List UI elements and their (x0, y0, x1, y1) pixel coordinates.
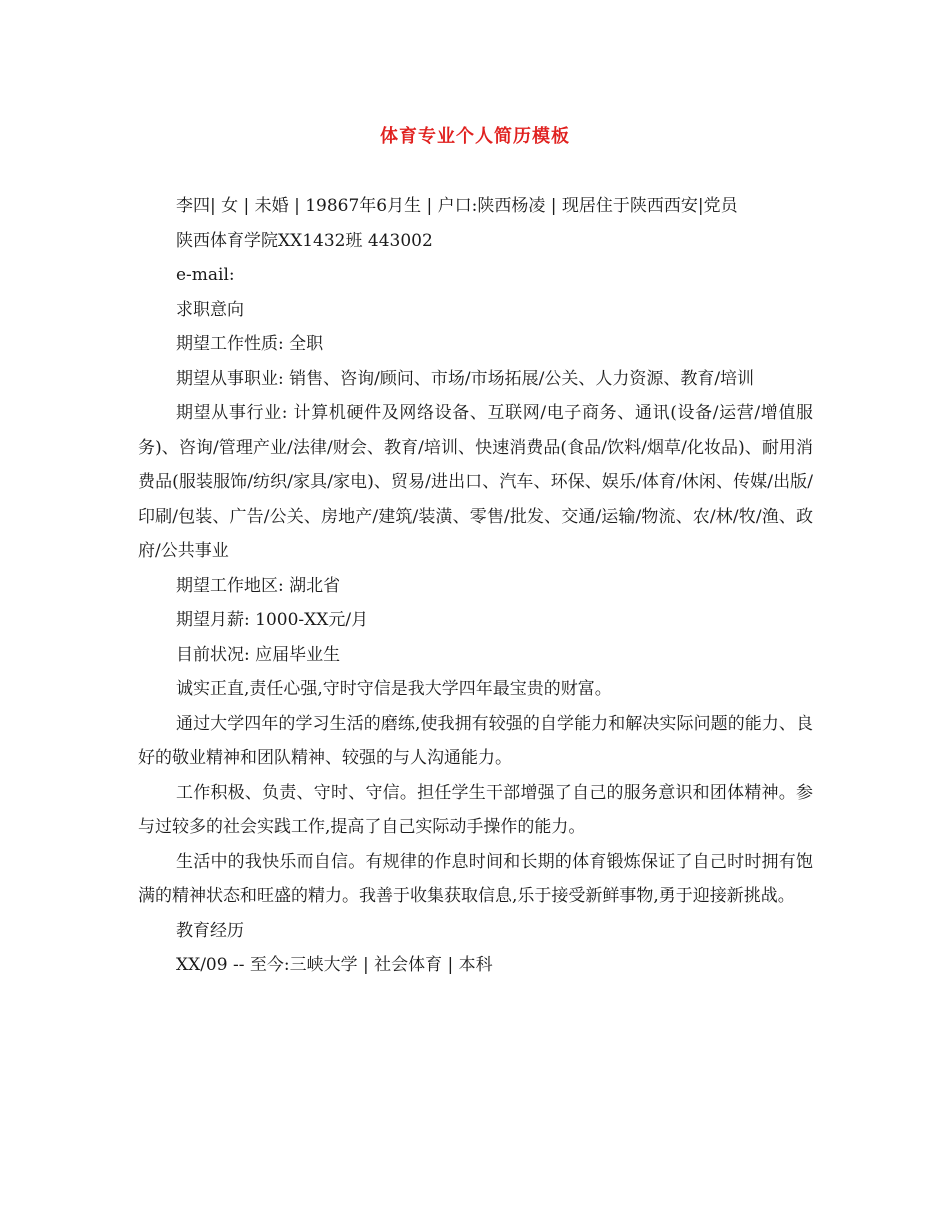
self-evaluation-paragraph: 诚实正直,责任心强,守时守信是我大学四年最宝贵的财富。 (176, 679, 612, 699)
salary-line: 期望月薪: 1000-XX元/月 (176, 610, 369, 630)
section-heading-education: 教育经历 (176, 920, 244, 941)
self-evaluation-paragraph: 工作积极、负责、守时、守信。担任学生干部增强了自己的服务意识和团体精神。参与过较多的社会实践工作,提高了自己实际动手操作的能力。 (138, 782, 813, 837)
personal-info-line: 李四| 女 | 未婚 | 19867年6月生 | 户口:陕西杨凌 | 现居住于陕西西安|党员 (176, 196, 738, 216)
school-info-line: 陕西体育学院XX1432班 443002 (176, 230, 433, 251)
self-evaluation-paragraph: 通过大学四年的学习生活的磨练,使我拥有较强的自学能力和解决实际问题的能力、良好的敬业精神和团队精神、较强的与人沟通能力。 (138, 713, 813, 768)
status-line: 目前状况: 应届毕业生 (176, 644, 341, 665)
job-position-line: 期望从事职业: 销售、咨询/顾问、市场/市场拓展/公关、人力资源、教育/培训 (176, 368, 755, 389)
job-industry-line: 期望从事行业: 计算机硬件及网络设备、互联网/电子商务、通讯(设备/运营/增值服务)、咨询/管理产业/法律/财会、教育/培训、快速消费品(食品/饮料/烟草/化妆品)、耐用消费品(服装服饰/纺织/家具/家电)、贸易/进出口、汽车、环保、娱乐/体育/休闲、传媒/出版/印刷/包装、广告/公关、房地产/建筑/装潢、零售/批发、交通/运输/物流、农/林/牧/渔、政府/公共事业 (138, 403, 813, 561)
job-location-line: 期望工作地区: 湖北省 (176, 575, 341, 596)
self-evaluation-paragraph: 生活中的我快乐而自信。有规律的作息时间和长期的体育锻炼保证了自己时时拥有饱满的精神状态和旺盛的精力。我善于收集获取信息,乐于接受新鲜事物,勇于迎接新挑战。 (138, 851, 813, 906)
document-title: 体育专业个人简历模板 (380, 126, 570, 147)
job-type-line: 期望工作性质: 全职 (176, 334, 324, 354)
section-heading-job-intention: 求职意向 (176, 299, 244, 320)
education-entry: XX/09 -- 至今:三峡大学 | 社会体育 | 本科 (176, 955, 493, 975)
document-body (138, 189, 813, 983)
email-line: e-mail: (176, 265, 235, 285)
